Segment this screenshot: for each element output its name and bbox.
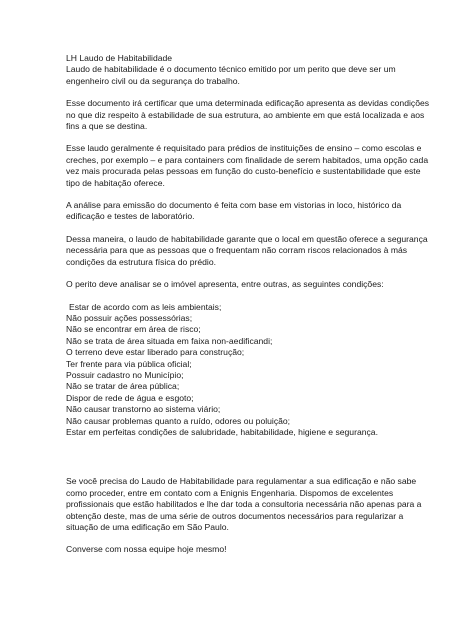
paragraph-line: Esse documento irá certificar que uma determinada edificação apresenta as devidas condições xyxy=(66,98,430,109)
paragraph-closing xyxy=(66,544,410,555)
paragraph-certification xyxy=(66,98,430,132)
paragraph-analysis xyxy=(66,200,410,223)
paragraph-line: O perito deve analisar se o imóvel apresenta, entre outras, as seguintes condições: xyxy=(66,279,384,290)
paragraph-line: tipo de habitação oferece. xyxy=(66,177,165,188)
list-item: Não se encontrar em área de risco; xyxy=(66,324,201,335)
paragraph-line: A análise para emissão do documento é feita com base em vistorias in loco, histórico da xyxy=(66,200,402,211)
paragraph-line: situação de uma edificação em São Paulo. xyxy=(66,522,229,532)
paragraph-line: Laudo de habitabilidade é o documento técnico emitido por um perito que deve ser um xyxy=(66,64,396,75)
paragraph-line: Esse laudo geralmente é requisitado para prédios de instituições de ensino – como escolas e xyxy=(66,143,422,154)
paragraph-line: edificação e testes de laboratório. xyxy=(66,211,195,222)
paragraph-line: engenheiro civil ou da segurança do trabalho. xyxy=(66,75,240,86)
paragraph-line: Converse com nossa equipe hoje mesmo! xyxy=(66,544,227,555)
list-item: Possuir cadastro no Município; xyxy=(66,369,184,380)
paragraph-line: necessária para que as pessoas que o frequentam não corram riscos relacionados à más xyxy=(66,245,408,256)
list-item: Dispor de rede de água e esgoto; xyxy=(66,392,194,403)
list-item: Não possuir ações possessórias; xyxy=(66,312,193,323)
paragraph-inspection-intro xyxy=(66,279,410,290)
conditions-list xyxy=(66,302,410,439)
paragraph-requirements xyxy=(66,143,429,189)
paragraph-guarantee xyxy=(66,233,428,268)
list-item: Ter frente para via pública oficial; xyxy=(66,358,192,369)
paragraph-line: obtenção deste, mas de uma série de outros documentos necessários para regularizar a xyxy=(66,510,404,521)
document-title: LH Laudo de Habitabilidade xyxy=(66,53,173,63)
list-item: Não se trata de área situada em faixa non-aedificandi; xyxy=(66,335,273,346)
list-item: Não causar problemas quanto a ruído, odores ou poluição; xyxy=(66,415,291,426)
list-item: O terreno deve estar liberado para construção; xyxy=(66,347,245,358)
paragraph-line: profissionais que estão habilitados e lhe dar toda a consultoria necessária não apenas para a xyxy=(66,499,422,510)
document-body xyxy=(66,53,410,87)
paragraph-line: Dessa maneira, o laudo de habitabilidade garante que o local em questão oferece a segurança xyxy=(66,233,428,244)
paragraph-line: como proceder, entre em contato com a Enignis Engenharia. Dispomos de excelentes xyxy=(66,487,394,498)
list-item: Estar de acordo com as leis ambientais; xyxy=(69,301,222,312)
paragraph-line: no que diz respeito à estabilidade de sua estrutura, ao ambiente em que está localizada e aos xyxy=(66,109,425,120)
paragraph-line: creches, por exemplo – e para containers com finalidade de serem habitados, uma opção cada xyxy=(66,154,429,165)
paragraph-line: fins a que se destina. xyxy=(66,121,148,132)
list-item: Estar em perfeitas condições de salubridade, habitabilidade, higiene e segurança. xyxy=(66,426,378,437)
list-item: Não causar transtorno ao sistema viário; xyxy=(66,404,221,415)
paragraph-line: Se você precisa do Laudo de Habitabilidade para regulamentar a sua edificação e não sabe xyxy=(66,476,417,487)
list-item: Não se tratar de área pública; xyxy=(66,381,180,392)
paragraph-line: vez mais procurada pelas pessoas em função do custo-benefício e sustentabilidade que este xyxy=(66,166,421,177)
paragraph-call-to-action xyxy=(66,476,422,533)
paragraph-line: condições da estrutura física do prédio. xyxy=(66,256,217,267)
